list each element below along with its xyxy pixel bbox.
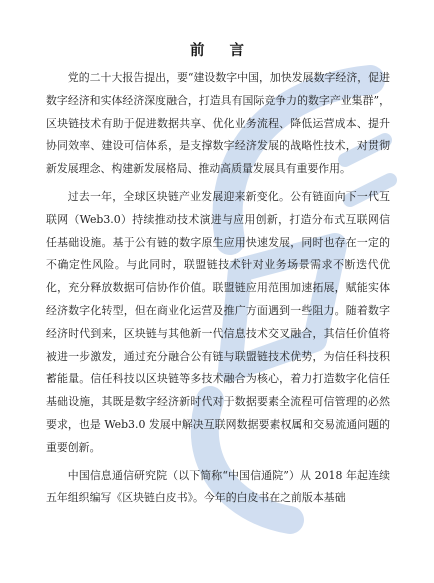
paragraph: 党的二十大报告提出，要“建设数字中国，加快发展数字经济，促进数字经济和实体经济深度融合，打造具有国际竞争力的数字产业集群”，区块链技术有助于促进数据共享、优化业务流程、降低运营成本、提升协同效率、建设可信体系，是支撑数字经济发展的战略性技术，对贯彻新发展理念、构建新发展格局、推动高质量发展具有重要作用。 [46,71,390,176]
paragraph: 过去一年，全球区块链产业发展迎来新变化。公有链面向下一代互联网（Web3.0）持续推动技术演进与应用创新，打造分布式互联网信任基础设施。基于公有链的数字原生应用快速发展，同时也存在一定的不确定性风险。与此同时，联盟链技术针对业务场景需求不断迭代优化，充分释放数据可信协作价值。联盟链应用范围加速拓展，赋能实体经济数字化转型，但在商业化运营及推广方面遇到一些阻力。随着数字经济时代到来，区块链与其他新一代信息技术交叉融合，其信任价值将被进一步激发，通过充分融合公有链与联盟链技术优势，为信任科技积蓄能量。信任科技以区块链等多技术融合为核心，着力打造数字化信任基础设施，其既是数字经济新时代对于数据要素全流程可信管理的必然要求，也是 Web3.0 发展中解决互联网数据要素权属和交易流通问题的重要创新。 [46,189,390,454]
page-title: 前 言 [189,43,255,59]
document-body [46,67,390,515]
paragraph: 中国信息通信研究院（以下简称“中国信通院”）从 2018 年起连续五年组织编写《区块链白皮书》。今年的白皮书在之前版本基础 [46,468,390,505]
